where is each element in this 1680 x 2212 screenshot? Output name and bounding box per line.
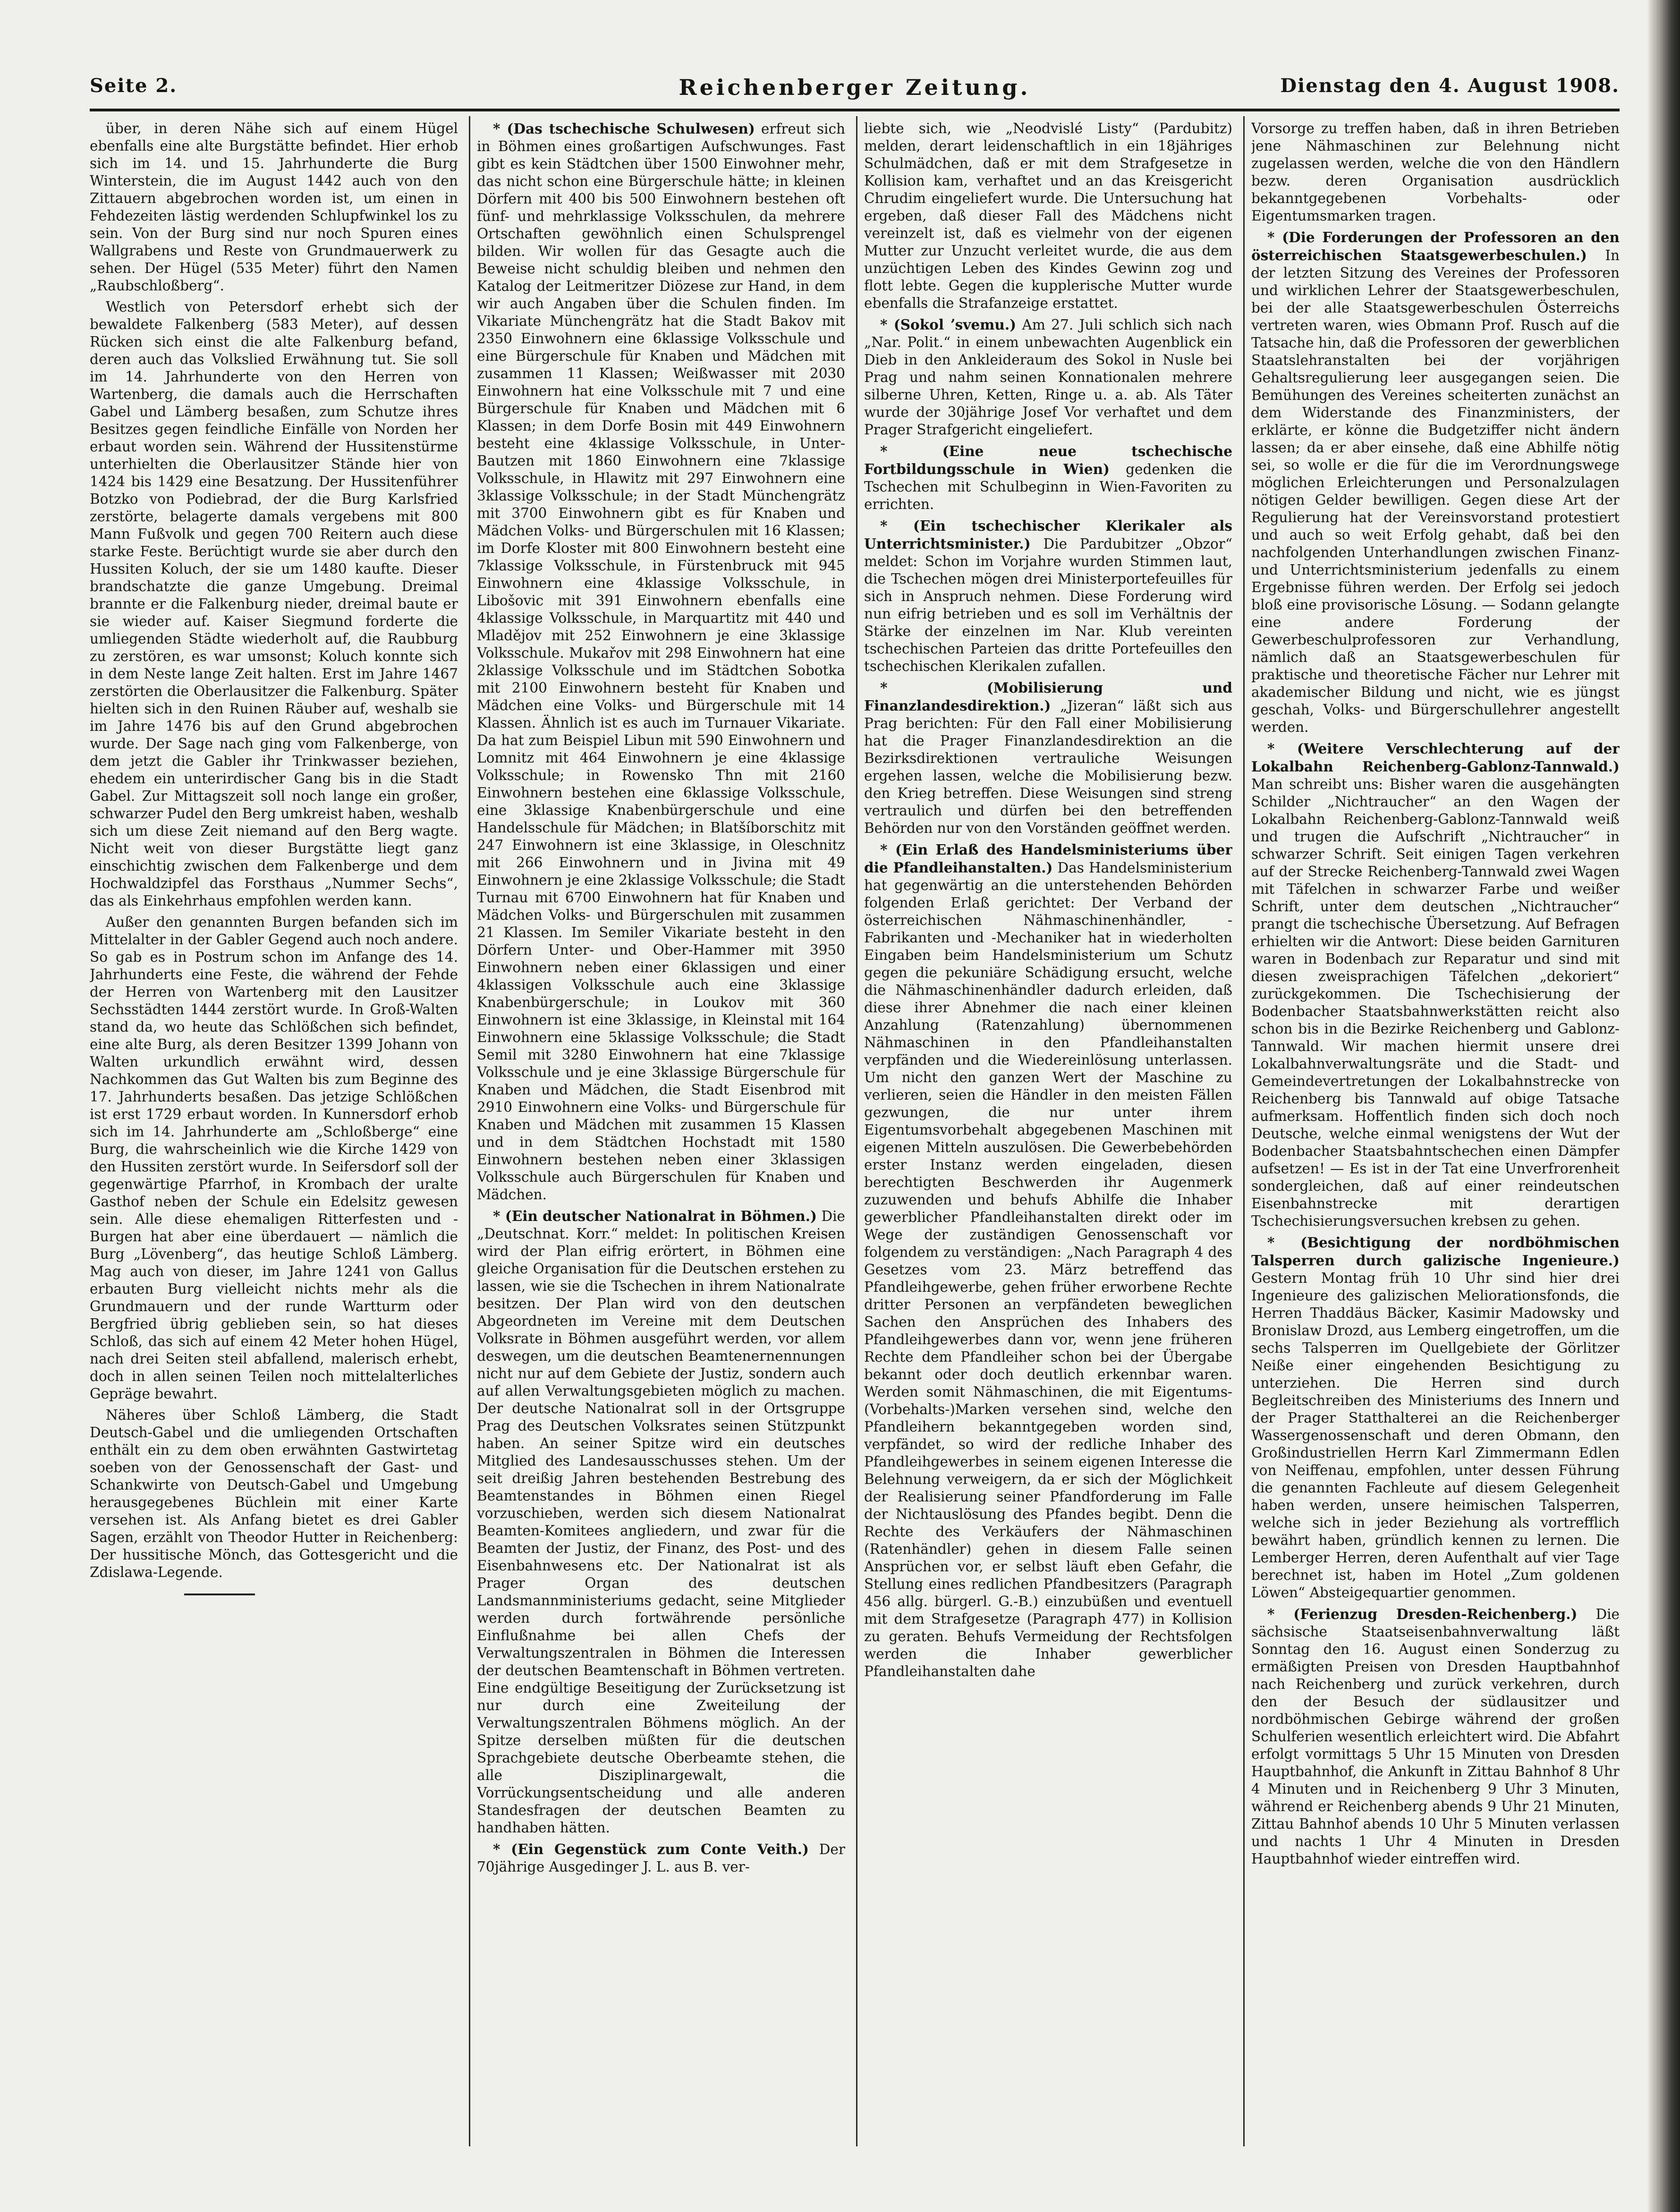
- article-body: gedenken die Tschechen mit Schulbeginn in Wien-Favoriten zu errichten.: [864, 461, 1232, 512]
- article-body: Am 27. Juli schlich sich nach „Nar. Polit.“ in einem unbewachten Augenblick ein Dieb in den Ankleideraum des Sokol in Nusle bei Prag und nahm seinen Konnationalen mehrere silberne Uhren, Ketten, Ringe u. a. ab. Als Täter wurde der 30jährige Josef Vor verhaftet und dem Prager Strafgericht eingeliefert.: [864, 317, 1232, 438]
- column-1: [90, 116, 458, 2146]
- article-heading: * (Sokol ʼsvemu.): [880, 316, 1017, 333]
- article-heading: * (Besichtigung der nordböhmischen Talsperren durch galizische Ingenieure.): [1251, 1234, 1620, 1269]
- article-heading: * (Weitere Verschlechterung auf der Lokalbahn Reichenberg-Gablonz-Tannwald.): [1251, 740, 1620, 775]
- article: [90, 120, 458, 295]
- article-heading: * (Ein Gegenstück zum Conte Veith.): [493, 1841, 809, 1857]
- article: [477, 1840, 845, 1876]
- article-body: Westlich von Petersdorf erhebt sich der bewaldete Falkenberg (583 Meter), auf dessen Rücken sich einst die alte Falkenburg befand, deren auch das Volkslied Erwähnung tut. Sie soll im 14. Jahrhunderte von den Herren von Wartenberg, die damals auch die Herrschaften Gabel und Lämberg besaßen, zum Schutze ihres Besitzes gegen feindliche Einfälle von Norden her erbaut worden sein. Während der Hussitenstürme unterhielten die Oberlausitzer Stände hier von 1424 bis 1429 eine Besatzung. Der Hussitenführer Botzko von Podiebrad, der die Burg Karlsfried zerstörte, belagerte damals vergebens mit 800 Mann Fußvolk und gegen 700 Reitern auch diese starke Feste. Berüchtigt wurde sie aber durch den Hussiten Koluch, der sie um 1480 kaufte. Dieser brandschatzte die ganze Umgebung. Dreimal brannte er die Falkenburg nieder, dreimal baute er sie wieder auf. Kaiser Siegmund forderte die umliegenden Städte wiederholt auf, die Raubburg zu zerstören, es war umsonst; Koluch konnte sich in dem Neste lange Zeit halten. Erst im Jahre 1467 zerstörten die Oberlausitzer die Falkenburg. Später hielten sich in den Ruinen Räuber auf, weshalb sie im Jahre 1476 bis auf den Grund abgebrochen wurde. Der Sage nach ging vom Falkenberge, von dem jetzt die Gabler ihr Trinkwasser beziehen, ehedem ein unterirdischer Gang bis in die Stadt Gabel. Zur Mittagszeit soll noch lange ein großer, schwarzer Pudel den Berg umkreist haben, weshalb sich um diese Zeit niemand auf den Berg wagte. Nicht weit von dieser Burgstätte liegt ganz einschichtig zwischen dem Falkenberge und dem Hochwaldzipfel das Forsthaus „Nummer Sechs“, das als Einkehrhaus empfohlen werden kann.: [90, 299, 458, 909]
- article-heading: * (Ein tschechischer Klerikaler als Unterrichtsminister.): [864, 517, 1232, 552]
- newspaper-page: [90, 71, 1620, 2158]
- article: [864, 120, 1232, 312]
- article-body: erfreut sich in Böhmen eines großartigen Aufschwunges. Fast gibt es kein Städtchen über 1500 Einwohner mehr, das nicht schon eine Bürgerschule hätte; in kleinen Dörfern mit 400 bis 500 Einwohnern bestehen oft fünf- und mehrklassige Volksschulen, da mehrere Ortschaften gewöhnlich einen Schulsprengel bilden. Wir wollen für das Gesagte auch die Beweise nicht schuldig bleiben und nehmen den Katalog der Leitmeritzer Diözese zur Hand, in dem wir auch Angaben über die Schulen finden. Im Vikariate Münchengrätz hat die Stadt Bakov mit 2350 Einwohnern eine 6klassige Volksschule und eine Bürgerschule für Knaben und Mädchen mit zusammen 11 Klassen; Weißwasser mit 2030 Einwohnern hat eine Volksschule mit 7 und eine Bürgerschule für Knaben und Mädchen mit 6 Klassen; in dem Dorfe Bosin mit 449 Einwohnern besteht eine 4klassige Volksschule, in Unter-Bautzen mit 1860 Einwohnern eine 7klassige Volksschule, in Hlawitz mit 297 Einwohnern eine 3klassige Volksschule; in der Stadt Münchengrätz mit 3700 Einwohnern gibt es für Knaben und Mädchen Volks- und Bürgerschulen mit 16 Klassen; im Dorfe Kloster mit 800 Einwohnern besteht eine 7klassige Volksschule, in Fürstenbruck mit 945 Einwohnern eine 4klassige Volksschule, in Libošovic mit 391 Einwohnern ebenfalls eine 4klassige Volksschule, in Marquartitz mit 440 und Mladějov mit 252 Einwohnern je eine 3klassige Volksschule. Mukařov mit 298 Einwohnern hat eine 2klassige Volksschule und im Städtchen Sobotka mit 2100 Einwohnern besteht für Knaben und Mädchen eine Volks- und Bürgerschule mit 14 Klassen. Ähnlich ist es auch im Turnauer Vikariate. Da hat zum Beispiel Libun mit 590 Einwohnern und Lomnitz mit 464 Einwohnern je eine 4klassige Volksschule; in Rowensko Thn mit 2160 Einwohnern bestehen eine 6klassige Volksschule, eine 3klassige Knabenbürgerschule und eine Handelsschule für Mädchen; in Blatšíborschitz mit 247 Einwohnern ist eine 3klassige, in Oleschnitz mit 266 Einwohnern und in Jivina mit 49 Einwohnern je eine 2klassige Volksschule; die Stadt Turnau mit 6700 Einwohnern hat für Knaben und Mädchen Volks- und Bürgerschulen mit zusammen 21 Klassen. Im Semiler Vikariate besteht in den Dörfern Unter- und Ober-Hammer mit 3950 Einwohnern neben einer 6klassigen und einer 4klassigen Volksschule auch eine 3klassige Knabenbürgerschule; in Loukov mit 360 Einwohnern ist eine 3klassige, in Kleinstal mit 164 Einwohnern eine 5klassige Volksschule; die Stadt Semil mit 3280 Einwohnern hat eine 7klassige Volksschule und je eine 3klassige Bürgerschule für Knaben und Mädchen, die Stadt Eisenbrod mit 2910 Einwohnern eine Volks- und Bürgerschule für Knaben und Mädchen mit zusammen 15 Klassen und in dem Städtchen Hochstadt mit 1580 Einwohnern bestehen neben einer 3klassigen Volksschule auch Bürgerschulen für Knaben und Mädchen.: [477, 121, 845, 1203]
- article-body: über, in deren Nähe sich auf einem Hügel ebenfalls eine alte Burgstätte befindet. Hier erhob sich im 14. und 15. Jahrhunderte die Burg Winterstein, die im August 1442 auch von den Zittauern abgebrochen worden ist, um einen in Fehdezeiten lästig werdenden Schlupfwinkel los zu sein. Von der Burg sind nur noch Spuren eines Wallgrabens und Reste von Grundmauerwerk zu sehen. Der Hügel (535 Meter) führt den Namen „Raubschloßberg“.: [90, 120, 458, 294]
- article: [90, 914, 458, 1403]
- article: [477, 1207, 845, 1837]
- article-heading: * (Die Forderungen der Professoren an den österreichischen Staatsgewerbeschulen.): [1251, 229, 1620, 263]
- article-body: Man schreibt uns: Bisher waren die ausgehängten Schilder „Nichtraucher“ an den Wagen der Lokalbahn Reichenberg-Gablonz-Tannwald weiß und trugen die Aufschrift „Nichtraucher“ in schwarzer Schrift. Seit einigen Tagen verkehren auf der Strecke Reichenberg-Tannwald zwei Wagen mit Täfelchen in schwarzer Farbe und weißer Schrift, unter dem deutschen „Nichtraucher“ prangt die tschechische Übersetzung. Auf Befragen erhielten wir die Antwort: Diese beiden Garnituren waren in Bodenbach zur Reparatur und sind mit diesen zweisprachigen Täfelchen „dekoriert“ zurückgekommen. Die Tschechisierung der Bodenbacher Staatsbahnwerkstätten reicht also schon bis in die Bezirke Reichenberg und Gablonz-Tannwald. Wir machen hiermit unsere drei Lokalbahnverwaltungsräte und die Stadt- und Gemeindevertretungen der Lokalbahnstrecke von Reichenberg bis Tannwald auf obige Tatsache aufmerksam. Hoffentlich finden sich doch noch Deutsche, welche einmal wenigstens der Wut der Bodenbacher Staatsbahntschechen einen Dämpfer aufsetzen! — Es ist in der Tat eine Unverfrorenheit sondergleichen, daß auf einer reindeutschen Eisenbahnstrecke mit derartigen Tschechisierungsversuchen krebsen zu gehen.: [1251, 776, 1620, 1229]
- newspaper-title: Reichenberger Zeitung.: [679, 75, 1031, 100]
- article: [1251, 229, 1620, 736]
- article: [864, 517, 1232, 675]
- article: [1251, 1234, 1620, 1602]
- column-rule: [856, 116, 857, 2146]
- article: [1251, 1605, 1620, 1868]
- article-body: Die Pardubitzer „Obzor“ meldet: Schon im Vorjahre wurden Stimmen laut, die Tschechen mögen drei Ministerportefeuilles für sich in Anspruch nehmen. Diese Forderung wird nun eifrig betrieben und es soll im Verhältnis der Stärke der einzelnen im Nar. Klub vereinten tschechischen Parteien das dritte Portefeuilles den tschechischen Klerikalen zufallen.: [864, 536, 1232, 674]
- article-heading: * (Mobilisierung und Finanzlandesdirektion.): [864, 679, 1232, 714]
- article-body: liebte sich, wie „Neodvislé Listy“ (Pardubitz) melden, derart leidenschaftlich in ein 18jähriges Schulmädchen, daß er mit dem Strafgesetze in Kollision kam, verhaftet und an das Kreisgericht Chrudim eingeliefert wurde. Die Untersuchung hat ergeben, daß dieser Fall des Mädchens nicht vereinzelt ist, daß es vielmehr von der eigenen Mutter zur Unzucht verleitet wurde, die aus dem unzüchtigen Leben des Kindes Gewinn zog und flott lebte. Gegen die kupplerische Mutter wurde ebenfalls die Strafanzeige erstattet.: [864, 120, 1232, 311]
- article-body: Näheres über Schloß Lämberg, die Stadt Deutsch-Gabel und die umliegenden Ortschaften enthält ein zu dem oben erwähnten Gastwirtetag soeben von der Genossenschaft der Gast- und Schankwirte von Deutsch-Gabel und Umgebung herausgegebenes Büchlein mit einer Karte versehen ist. Als Anfang bietet es drei Gabler Sagen, erzählt von Theodor Hutter in Reichenberg: Der hussitische Mönch, das Gottesgericht und die Zdislawa-Legende.: [90, 1407, 458, 1580]
- issue-date: Dienstag den 4. August 1908.: [1280, 75, 1620, 97]
- article-body: Vorsorge zu treffen haben, daß in ihren Betrieben jene Nähmaschinen zur Belehnung nicht zugelassen werden, welche die von den Händlern bezw. deren Organisation ausdrücklich bekanntgegebenen Vorbehalts- oder Eigentumsmarken tragen.: [1251, 120, 1620, 224]
- article: [864, 841, 1232, 1680]
- article: [90, 1407, 458, 1581]
- article: [1251, 740, 1620, 1230]
- article-body: In der letzten Sitzung des Vereines der Professoren und wirklichen Lehrer der Staatsgewerbeschulen, bei der alle Staatsgewerbeschulen Österreichs vertreten waren, wies Obmann Prof. Rusch auf die Tatsache hin, daß die Professoren der gewerblichen Staatslehranstalten bei der vorjährigen Gehaltsregulierung leer ausgegangen seien. Die Bemühungen des Vereines scheiterten zunächst an dem Widerstande des Finanzministers, der erklärte, er könne die Budgetziffer nicht ändern lassen; da er aber einsehe, daß eine Abhilfe nötig sei, so wolle er die für die im Verordnungswege möglichen Erleichterungen und Personalzulagen nötigen Gelder bewilligen. Gegen diese Art der Regulierung hat der Vereinsvorstand protestiert und auch so weit Erfolg gehabt, daß bei den nachfolgenden Unterhandlungen zwischen Finanz- und Unterrichtsministerium jedenfalls zu einem Ergebnisse führen werden. Der Erfolg sei jedoch bloß eine provisorische Lösung. — Sodann gelangte eine andere Forderung der Gewerbeschulprofessoren zur Verhandlung, nämlich daß an Staatsgewerbeschulen für praktische und theoretische Fächer nur Lehrer mit akademischer Bildung und nicht, wie es jüngst geschah, Volks- und Bürgerschullehrer angestellt werden.: [1251, 247, 1620, 735]
- article: [90, 298, 458, 910]
- column-2: [477, 116, 845, 2146]
- article-body: Außer den genannten Burgen befanden sich im Mittelalter in der Gabler Gegend auch noch andere. So gab es in Postrum schon im Anfange des 14. Jahrhunderts eine Feste, die während der Fehde der Herren von Wartenberg mit den Lausitzer Sechsstädten 1444 zerstört wurde. In Groß-Walten stand da, wo heute das Schlößchen sich befindet, eine alte Burg, als deren Besitzer 1399 Johann von Walten urkundlich erwähnt wird, dessen Nachkommen das Gut Walten bis zum Beginne des 17. Jahrhunderts besaßen. Das jetzige Schlößchen ist erst 1729 erbaut worden. In Kunnersdorf erhob sich im 14. Jahrhunderte am „Schloßberge“ eine Burg, die wahrscheinlich wie die Kirche 1429 von den Hussiten zerstört wurde. In Seifersdorf soll der gegenwärtige Pfarrhof, in Krombach der uralte Gasthof neben der Schule ein Edelsitz gewesen sein. Alle diese ehemaligen Ritterfesten und -Burgen hat aber eine überdauert — nämlich die Burg „Lövenberg“, das heutige Schloß Lämberg. Mag auch von dieser, im Jahre 1241 von Gallus erbauten Burg vielleicht nichts mehr als die Grundmauern und der runde Wartturm oder Bergfried übrig geblieben sein, so hat dieses Schloß, das sich auf einem 42 Meter hohen Hügel, nach drei Seiten steil abfallend, malerisch erhebt, doch in allen seinen Teilen noch mittelalterliches Gepräge bewahrt.: [90, 914, 458, 1402]
- article: [864, 442, 1232, 513]
- page-binding-shadow: [1647, 0, 1680, 2212]
- article: [1251, 120, 1620, 225]
- article-heading: * (Ein Erlaß des Handelsministeriums über die Pfandleihanstalten.): [864, 841, 1232, 876]
- article-heading: * (Eine neue tschechische Fortbildungsschule in Wien): [864, 443, 1232, 477]
- masthead: [90, 71, 1620, 111]
- article-body: Die sächsische Staatseisenbahnverwaltung läßt Sonntag den 16. August einen Sonderzug zu ermäßigten Preisen von Dresden Hauptbahnhof nach Reichenberg und zurück verkehren, durch den der Besuch der südlausitzer und nordböhmischen Gebirge während der großen Schulferien wesentlich erleichtert wird. Die Abfahrt erfolgt vormittags 5 Uhr 15 Minuten von Dresden Hauptbahnhof, die Ankunft in Zittau Bahnhof 8 Uhr 4 Minuten und in Reichenberg 9 Uhr 3 Minuten, während er Reichenberg abends 9 Uhr 21 Minuten, Zittau Bahnhof abends 10 Uhr 5 Minuten verlassen und nachts 1 Uhr 4 Minuten in Dresden Hauptbahnhof wieder eintreffen wird.: [1251, 1606, 1620, 1867]
- column-3: [864, 116, 1232, 2146]
- article-body: Gestern Montag früh 10 Uhr sind hier drei Ingenieure des galizischen Meliorationsfonds, die Herren Thaddäus Bäcker, Kasimir Madowsky und Bronislaw Drozd, aus Lemberg eingetroffen, um die sechs Talsperren im Quellgebiete der Görlitzer Neiße einer eingehenden Besichtigung zu unterziehen. Die Herren sind durch Begleitschreiben des Ministeriums des Innern und der Prager Statthalterei an die Reichenberger Wassergenossenschaft und deren Obmann, den Großindustriellen Herrn Karl Zimmermann Edlen von Neiffenau, empfohlen, unter dessen Führung die genannten Fachleute auf diesem Gelegenheit haben werden, unsere heimischen Talsperren, welche sich in jeder Beziehung als vortrefflich bewährt haben, gründlich kennen zu lernen. Die Lemberger Herren, deren Aufenthalt auf vier Tage berechnet ist, haben im Hotel „Zum goldenen Löwen“ Absteigequartier genommen.: [1251, 1270, 1620, 1601]
- article: [864, 679, 1232, 837]
- article: [477, 120, 845, 1203]
- column-rule: [1243, 116, 1245, 2146]
- article-body: „Jizeran“ läßt sich aus Prag berichten: Für den Fall einer Mobilisierung hat die Prager Finanzlandesdirektion an die Bezirksdirektionen vertrauliche Weisungen ergehen lassen, welche die Mobilisierung bezw. den Krieg betreffen. Diese Weisungen sind streng vertraulich und dürfen bei den betreffenden Behörden nur von den Vorständen geöffnet werden.: [864, 698, 1232, 836]
- article-heading: * (Das tschechische Schulwesen): [493, 120, 755, 137]
- article: [864, 316, 1232, 439]
- column-4: [1251, 116, 1620, 2146]
- article-body: Der 70jährige Ausgedinger J. L. aus B. ver-: [477, 1841, 845, 1875]
- column-rule: [469, 116, 470, 2146]
- article-body: Die „Deutschnat. Korr.“ meldet: In politischen Kreisen wird der Plan eifrig erörtert, in Böhmen eine gleiche Organisation für die Deutschen erstehen zu lassen, wie sie die Tschechen in ihrem Nationalrate besitzen. Der Plan wird von den deutschen Abgeordneten im Vereine mit dem Deutschen Volksrate in Böhmen ausgeführt werden, vor allem deswegen, um die deutschen Beamtenernennungen nicht nur auf dem Gebiete der Justiz, sondern auch auf allen Verwaltungsgebieten möglich zu machen. Der deutsche Nationalrat soll in der Ortsgruppe Prag des Deutschen Volksrates seinen Stützpunkt haben. An seiner Spitze wird ein deutsches Mitglied des Landesausschusses stehen. Um der seit dreißig Jahren bestehenden Bestrebung des Beamtenstandes in Böhmen einen Riegel vorzuschieben, werden sich diesem Nationalrat Beamten-Komitees angliedern, und zwar für die Beamten der Justiz, der Finanz, des Post- und des Eisenbahnwesens etc. Der Nationalrat ist als Prager Organ des deutschen Landsmannministeriums gedacht, seine Mitglieder werden durch fortwährende persönliche Einflußnahme bei allen Chefs der Verwaltungszentralen in Böhmen die Interessen der deutschen Beamtenschaft in Böhmen vertreten. Eine endgültige Beseitigung der Zurücksetzung ist nur durch eine Zweiteilung der Verwaltungszentralen Böhmens möglich. An der Spitze derselben müßten für die deutschen Sprachgebiete deutsche Oberbeamte stehen, die alle Disziplinargewalt, die Vorrückungsentscheidung und alle anderen Standesfragen der deutschen Beamten zu handhaben hätten.: [477, 1208, 845, 1836]
- article-heading: * (Ferienzug Dresden-Reichenberg.): [1267, 1606, 1578, 1622]
- article-body: Das Handelsministerium hat gegenwärtig an die unterstehenden Behörden folgenden Erlaß gerichtet: Der Verband der österreichischen Nähmaschinenhändler, -Fabrikanten und -Mechaniker hat in wiederholten Eingaben beim Handelsministerium um Schutz gegen die pekuniäre Schädigung ersucht, welche die Nähmaschinenhändler dadurch erleiden, daß diese ihrer Abnehmer die nach einer kleinen Anzahlung (Ratenzahlung) übernommenen Nähmaschinen in den Pfandleihanstalten verpfänden und die Wiedereinlösung unterlassen. Um nicht den ganzen Wert der Maschine zu verlieren, seien die Händler in den meisten Fällen gezwungen, die nur unter ihrem Eigentumsvorbehalt abgegebenen Maschinen mit eigenen Mitteln auszulösen. Die Gewerbebehörden erster Instanz werden eingeladen, diesen berechtigten Beschwerden ihr Augenmerk zuzuwenden und behufs Abhilfe die Inhaber gewerblicher Pfandleihanstalten direkt oder im Wege der zuständigen Genossenschaft vor folgendem zu verständigen: „Nach Paragraph 4 des Gesetzes vom 23. März betreffend das Pfandleihgewerbe, gehen früher erworbene Rechte dritter Personen an verpfändeten beweglichen Sachen den Ansprüchen des Inhabers des Pfandleihgewerbes dann vor, wenn jene früheren Rechte dem Pfandleiher schon bei der Übergabe bekannt oder doch deutlich erkennbar waren. Werden somit Nähmaschinen, die mit Eigentums-(Vorbehalts-)Marken versehen sind, welche den Pfandleihern bekanntgegeben worden sind, verpfändet, so wird der redliche Inhaber des Pfandleihgewerbes in seinem eigenen Interesse die Belehnung verweigern, da er sich der Möglichkeit der Realisierung seiner Pfandforderung im Falle der Nichtauslösung des Pfandes begibt. Denn die Rechte des Verkäufers der Nähmaschinen (Ratenhändler) gehen in diesem Falle seinen Ansprüchen vor, er selbst läuft eben Gefahr, die Stellung eines redlichen Pfandbesitzers (Paragraph 456 allg. bürgerl. G.-B.) einzubüßen und eventuell mit dem Strafgesetze (Paragraph 477) in Kollision zu geraten. Behufs Vermeidung der Rechtsfolgen werden die Inhaber gewerblicher Pfandleihanstalten dahe: [864, 860, 1232, 1679]
- end-rule: [184, 1593, 255, 1595]
- page-number: Seite 2.: [90, 75, 178, 97]
- article-heading: * (Ein deutscher Nationalrat in Böhmen.): [493, 1208, 817, 1224]
